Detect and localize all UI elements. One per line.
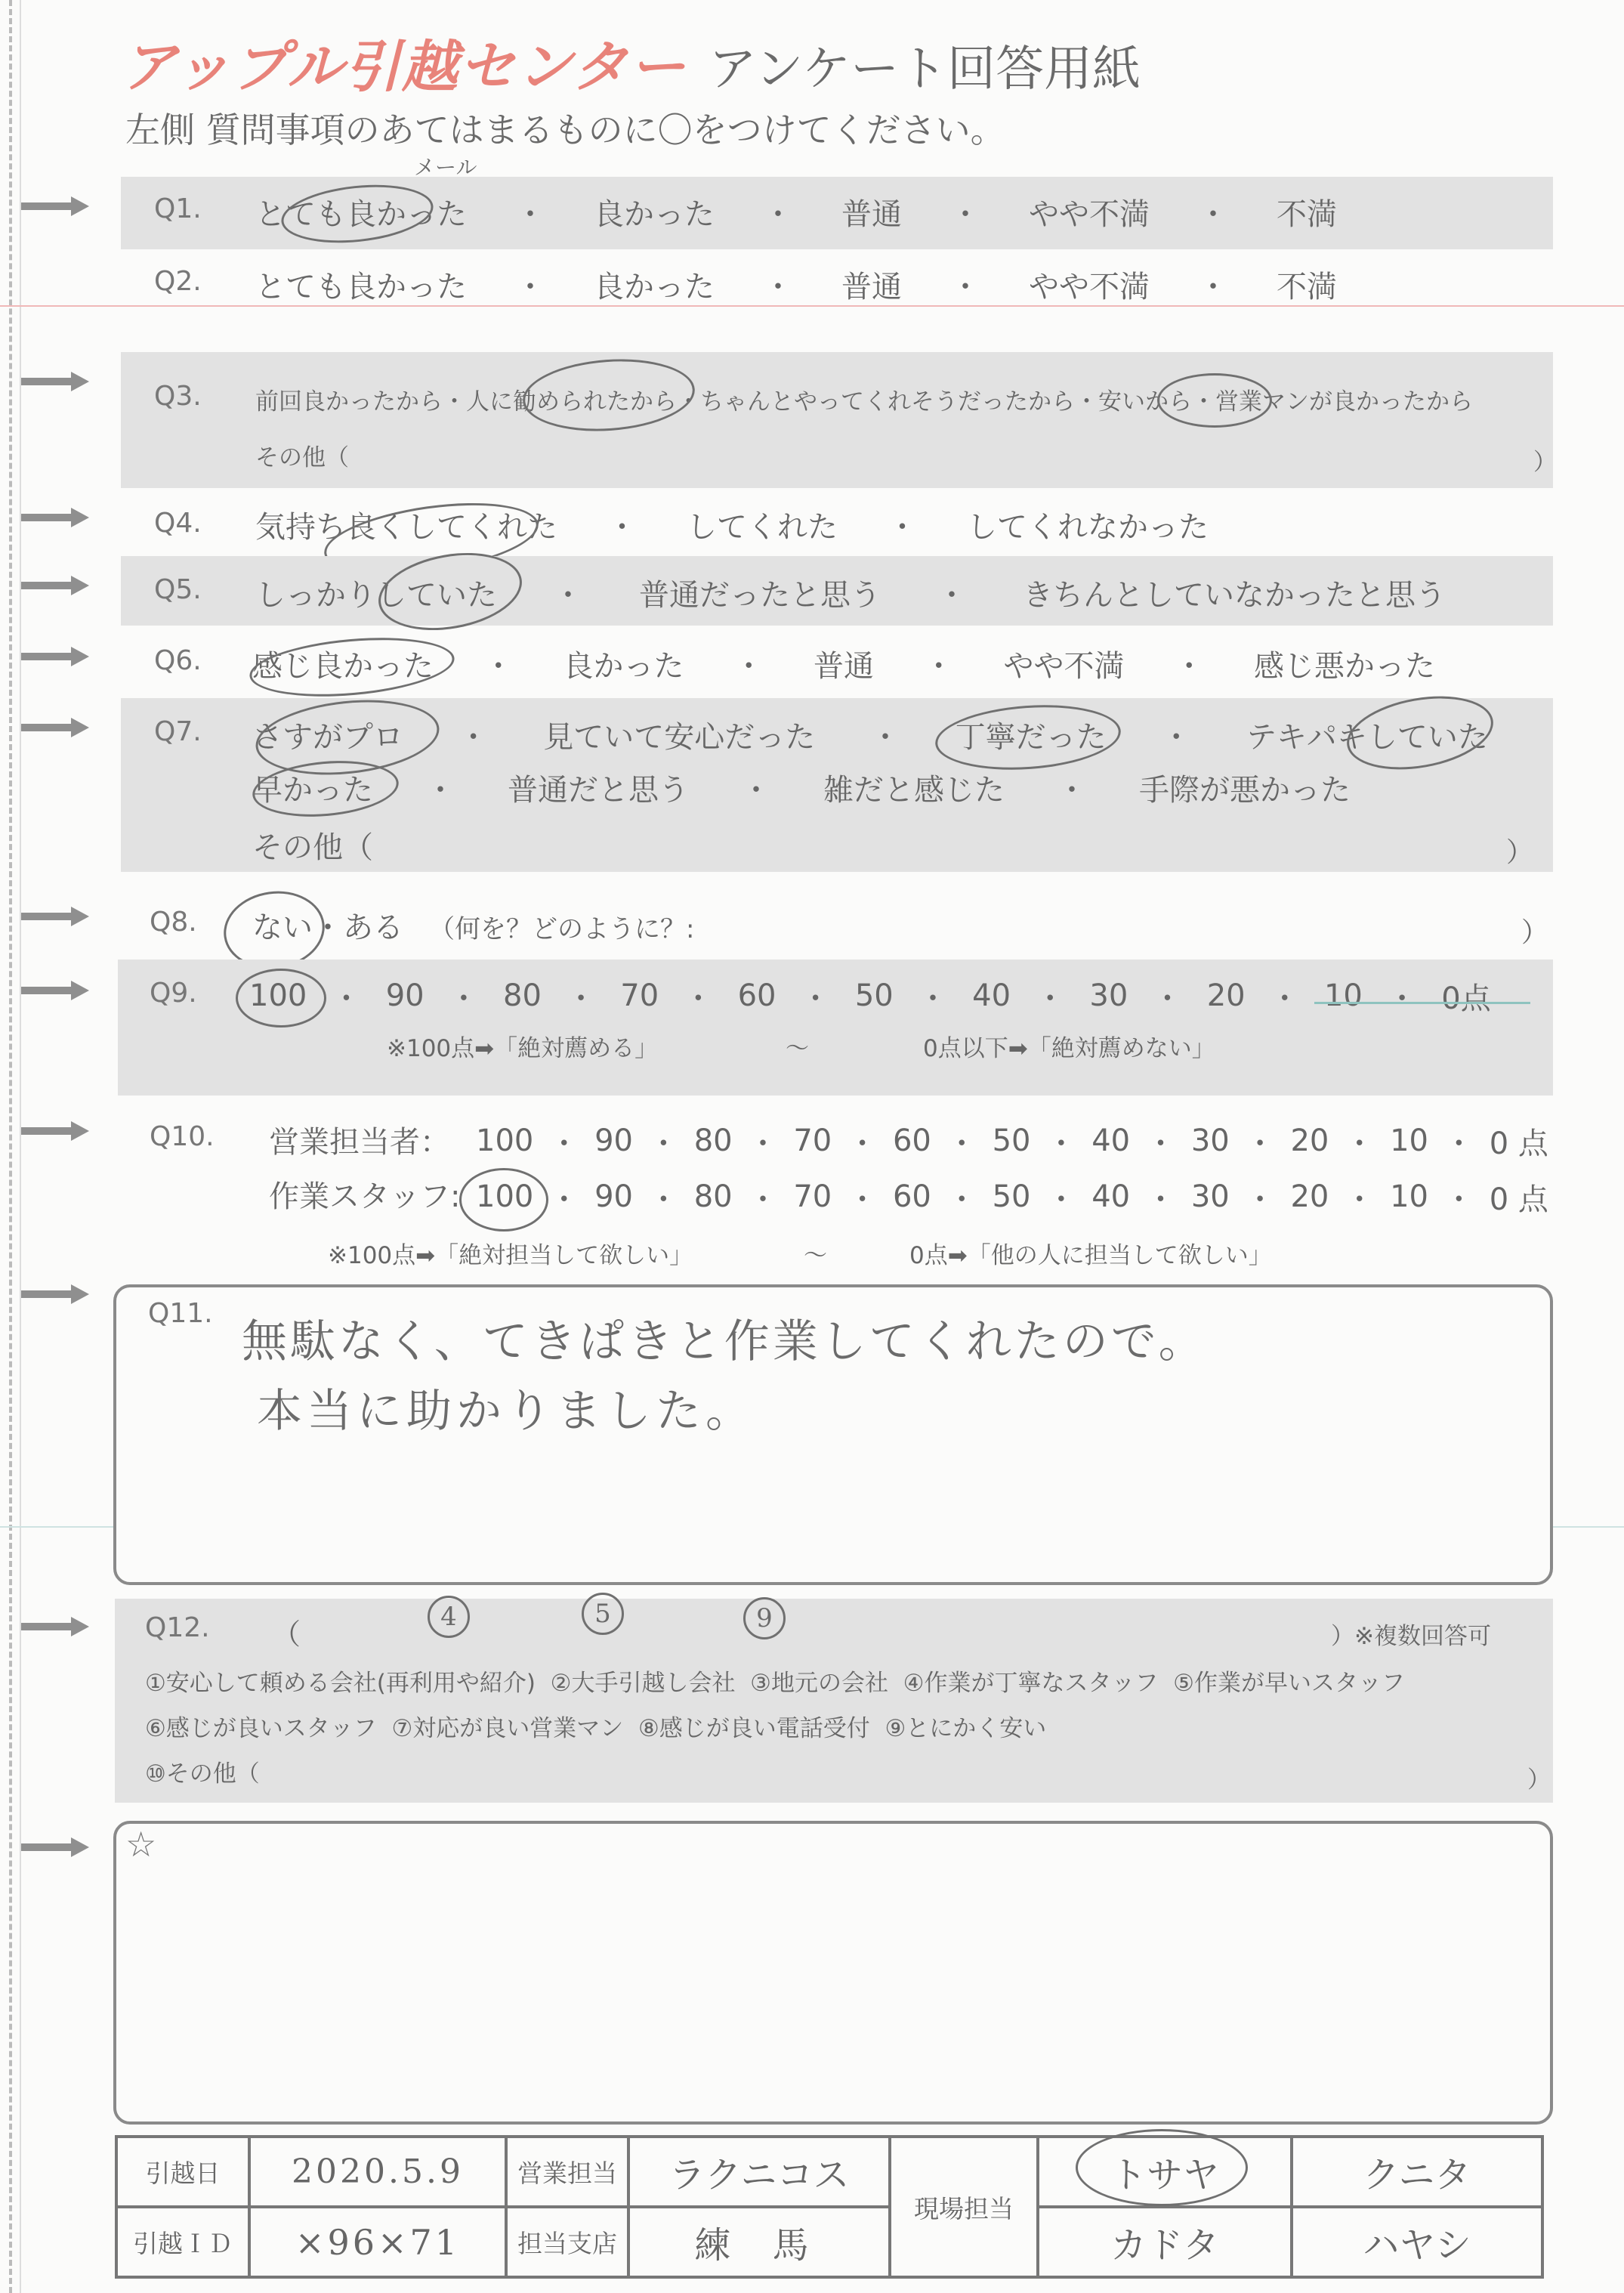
q10-sales-option[interactable]: 60	[892, 1123, 931, 1158]
q9-score-option[interactable]: 70	[620, 978, 659, 1013]
q7-option[interactable]: 丁寧だった	[955, 719, 1107, 755]
arrow-icon	[21, 372, 89, 391]
q6-option[interactable]: 感じ悪かった	[1254, 648, 1435, 684]
q2-option[interactable]: やや不満	[1029, 269, 1150, 304]
field-staff-label: 現場担当	[890, 2137, 1038, 2277]
q7-option[interactable]: 手際が悪かった	[1139, 772, 1351, 808]
q6-option[interactable]: やや不満	[1003, 648, 1125, 684]
q7-option[interactable]: 普通だと思う	[508, 772, 689, 808]
q6-option[interactable]: 良かった	[563, 648, 684, 684]
arrow-icon	[21, 907, 89, 926]
q12-choices-line1: ①安心して頼める会社(再利用や紹介) ②大手引越し会社 ③地元の会社 ④作業が丁寧なスタッフ ⑤作業が早いスタッフ	[145, 1670, 1405, 1697]
field-staff-name[interactable]: クニタ	[1292, 2137, 1542, 2207]
q8-label: Q8.	[150, 907, 197, 938]
arrow-icon	[21, 196, 89, 216]
field-staff-name[interactable]: トサヤ	[1038, 2137, 1292, 2207]
q1-option[interactable]: 不満	[1277, 196, 1337, 232]
q9-score-option[interactable]: 30	[1089, 978, 1128, 1013]
q10-tilde: 〜	[804, 1242, 827, 1269]
q2-option[interactable]: 不満	[1277, 269, 1337, 304]
q10-sales-option[interactable]: 80	[693, 1123, 733, 1158]
q5-option[interactable]: 普通だったと思う	[639, 577, 881, 613]
q7-other: その他（	[252, 830, 373, 865]
q9-score-option[interactable]: 100	[249, 978, 307, 1013]
q9-label: Q9.	[150, 978, 197, 1009]
q9-strike-line	[1314, 1002, 1530, 1004]
q9-score-option[interactable]: 90	[385, 978, 425, 1013]
q3-label: Q3.	[154, 381, 202, 412]
q2-label: Q2.	[154, 266, 202, 297]
move-date-value[interactable]: 2020.5.9	[249, 2137, 506, 2207]
q10-sales-option[interactable]: 50	[992, 1123, 1031, 1158]
arrow-icon	[21, 1617, 89, 1636]
q12-close-note: ）※複数回答可	[1331, 1623, 1491, 1650]
arrow-icon	[21, 718, 89, 737]
q9-score-option[interactable]: 80	[503, 978, 542, 1013]
q12-answer[interactable]: 9	[743, 1597, 786, 1639]
q7-other-close: ）	[1506, 837, 1534, 868]
q10-staff-option[interactable]: 50	[992, 1179, 1031, 1214]
q11-label: Q11.	[148, 1298, 213, 1329]
q8-options[interactable]: ない・ある	[252, 910, 403, 945]
q9-score-option[interactable]: 50	[854, 978, 894, 1013]
company-logo: アップル引越センター	[121, 35, 687, 100]
q6-label: Q6.	[154, 645, 202, 676]
arrow-icon	[21, 1121, 89, 1141]
q10-answer-circle	[459, 1168, 548, 1231]
q10-sales-option[interactable]: 100	[476, 1123, 534, 1158]
q12-open-paren: （	[272, 1618, 301, 1651]
arrow-icon	[21, 647, 89, 666]
arrow-icon	[21, 508, 89, 527]
q10-staff-option[interactable]: 60	[892, 1179, 931, 1214]
q11-answer-line2: 本当に助かりました。	[257, 1385, 755, 1438]
q10-sales-option[interactable]: 90	[594, 1123, 633, 1158]
footer-info-table	[115, 2135, 1544, 2279]
left-margin-line	[20, 0, 21, 2293]
q2-option[interactable]: とても良かった	[255, 269, 467, 304]
q12-label: Q12.	[145, 1612, 210, 1643]
q2-option[interactable]: 普通	[841, 269, 902, 304]
q10-staff-option[interactable]: 0 点	[1489, 1182, 1548, 1217]
q3-options[interactable]: 前回良かったから・人に勧められたから・ちゃんとやってくれそうだったから・安いから・営業マンが良かったから	[255, 388, 1473, 416]
branch-label: 担当支店	[506, 2207, 628, 2277]
q9-tilde: 〜	[786, 1035, 809, 1062]
left-margin-dashes	[9, 0, 12, 2293]
q10-staff-label: 作業スタッフ:	[269, 1179, 461, 1214]
q4-label: Q4.	[154, 508, 202, 539]
q3-other-close: ）	[1533, 449, 1557, 476]
q2-option[interactable]: 良かった	[594, 269, 715, 304]
q12-answer[interactable]: 5	[582, 1593, 624, 1635]
q7-option[interactable]: 早かった	[252, 772, 373, 808]
q8-detail: （何を？どのように？:	[429, 914, 695, 944]
q1-options: とても良かった ・ 良かった ・ 普通 ・ やや不満 ・ 不満	[255, 190, 1337, 233]
q11-answer-line1: 無駄なく、てきぱきと作業してくれたので。	[242, 1315, 1207, 1368]
form-title: アンケート回答用紙	[709, 42, 1141, 97]
q1-option[interactable]: とても良かった	[255, 196, 467, 232]
arrow-icon	[21, 981, 89, 1000]
q1-option[interactable]: やや不満	[1029, 196, 1150, 232]
q4-option[interactable]: してくれた	[687, 509, 838, 545]
sales-rep-label: 営業担当	[506, 2137, 628, 2207]
q9-score-option[interactable]: 10	[1323, 978, 1363, 1013]
q10-sales-option[interactable]: 30	[1190, 1123, 1230, 1158]
q4-options: 気持ち良くしてくれた ・ してくれた ・ してくれなかった	[255, 503, 1209, 545]
q7-label: Q7.	[154, 716, 202, 747]
q10-sales-option[interactable]: 20	[1290, 1123, 1329, 1158]
q7-options-line2: 早かった ・ 普通だと思う ・ 雑だと感じた ・ 手際が悪かった	[252, 766, 1351, 808]
q12-answer[interactable]: 4	[428, 1596, 470, 1638]
q10-note-left: ※100点➡「絶対担当して欲しい」	[328, 1242, 693, 1269]
q3-other: その他（	[255, 444, 349, 471]
q10-staff-option[interactable]: 100	[476, 1179, 534, 1214]
q6-option[interactable]: 普通	[814, 648, 874, 684]
q10-sales-option[interactable]: 40	[1091, 1123, 1131, 1158]
q12-choices-line2: ⑥感じが良いスタッフ ⑦対応が良い営業マン ⑧感じが良い電話受付 ⑨とにかく安い	[145, 1715, 1047, 1742]
q10-sales-label: 営業担当者：	[269, 1125, 450, 1160]
field-staff-name[interactable]: カドタ	[1038, 2207, 1292, 2277]
move-id-label: 引越ＩＤ	[116, 2207, 249, 2277]
q7-options-line1: さすがプロ ・ 見ていて安心だった ・ 丁寧だった ・ テキパキしていた	[252, 713, 1488, 756]
q9-score-option[interactable]: 40	[972, 978, 1011, 1013]
q1-option[interactable]: 普通	[841, 196, 902, 232]
q10-sales-option[interactable]: 10	[1390, 1123, 1428, 1158]
q10-staff-option[interactable]: 90	[594, 1179, 633, 1214]
q4-option[interactable]: してくれなかった	[967, 509, 1209, 545]
arrow-icon	[21, 1284, 89, 1304]
arrow-icon	[21, 576, 89, 595]
q10-note-right: 0点➡「他の人に担当して欲しい」	[909, 1242, 1272, 1269]
q10-sales-option[interactable]: 70	[793, 1123, 832, 1158]
field-staff-circle	[1076, 2129, 1248, 2206]
q5-option[interactable]: しっかりしていた	[255, 577, 497, 613]
star-icon: ☆	[125, 1824, 157, 1865]
q9-score-option[interactable]: 60	[737, 978, 776, 1013]
instruction-text: 左側 質問事項のあてはまるものに〇をつけてください。	[125, 110, 1005, 150]
q1-option[interactable]: 良かった	[594, 196, 715, 232]
q1-handwritten-note: メール	[414, 155, 477, 180]
q10-sales-option[interactable]: 0 点	[1489, 1126, 1548, 1161]
q9-score-option[interactable]: 0点	[1441, 981, 1491, 1016]
sales-rep-value[interactable]: ラクニコス	[628, 2137, 890, 2207]
q10-staff-scale: 100 ・ 90 ・ 80 ・ 70 ・ 60 ・ 50 ・ 40 ・ 30 ・ 20 ・ 10 ・ 0 点	[476, 1176, 1548, 1218]
q9-note-left: ※100点➡「絶対薦める」	[387, 1035, 659, 1062]
q1-label: Q1.	[154, 193, 202, 224]
branch-value[interactable]: 練 馬	[628, 2207, 890, 2277]
q9-scale: 100 ・ 90 ・ 80 ・ 70 ・ 60 ・ 50 ・ 40 ・ 30 ・ 20 ・ 10 ・ 0点	[249, 975, 1491, 1017]
q10-staff-option[interactable]: 80	[693, 1179, 733, 1214]
q10-sales-scale: 100 ・ 90 ・ 80 ・ 70 ・ 60 ・ 50 ・ 40 ・ 30 ・ 20 ・ 10 ・ 0 点	[476, 1120, 1548, 1162]
q10-label: Q10.	[150, 1121, 215, 1152]
q7-option[interactable]: テキパキしていた	[1246, 719, 1488, 755]
q9-note-right: 0点以下➡「絶対薦めない」	[923, 1035, 1215, 1062]
move-id-value[interactable]: ×96×71	[249, 2207, 506, 2277]
q12-choices-line3: ⑩その他（	[145, 1760, 260, 1788]
q2-options: とても良かった ・ 良かった ・ 普通 ・ やや不満 ・ 不満	[255, 263, 1337, 305]
q9-score-option[interactable]: 20	[1206, 978, 1246, 1013]
q10-staff-option[interactable]: 10	[1390, 1179, 1428, 1214]
q9-answer-circle	[236, 969, 326, 1028]
q7-option[interactable]: 雑だと感じた	[823, 772, 1005, 808]
q8-detail-close: ）	[1521, 917, 1549, 948]
q7-option[interactable]: さすがプロ	[252, 719, 403, 755]
q5-option[interactable]: きちんとしていなかったと思う	[1023, 577, 1446, 613]
q10-staff-option[interactable]: 40	[1091, 1179, 1131, 1214]
q10-staff-option[interactable]: 30	[1190, 1179, 1230, 1214]
q7-option[interactable]: 見ていて安心だった	[543, 719, 816, 755]
q12-choices-close: ）	[1527, 1766, 1551, 1794]
q6-options: 感じ良かった ・ 良かった ・ 普通 ・ やや不満 ・ 感じ悪かった	[252, 642, 1435, 685]
q4-option[interactable]: 気持ち良くしてくれた	[255, 509, 557, 545]
red-guide-line	[0, 305, 1624, 307]
q10-staff-option[interactable]: 20	[1290, 1179, 1329, 1214]
q5-label: Q5.	[154, 574, 202, 605]
arrow-icon	[21, 1837, 89, 1857]
q3-answer-circle	[1157, 373, 1272, 428]
field-staff-name[interactable]: ハヤシ	[1292, 2207, 1542, 2277]
q6-option[interactable]: 感じ良かった	[252, 648, 434, 684]
q10-staff-option[interactable]: 70	[793, 1179, 832, 1214]
q5-options: しっかりしていた ・ 普通だったと思う ・ きちんとしていなかったと思う	[255, 571, 1446, 613]
comment-box[interactable]	[113, 1821, 1553, 2125]
move-date-label: 引越日	[116, 2137, 249, 2207]
